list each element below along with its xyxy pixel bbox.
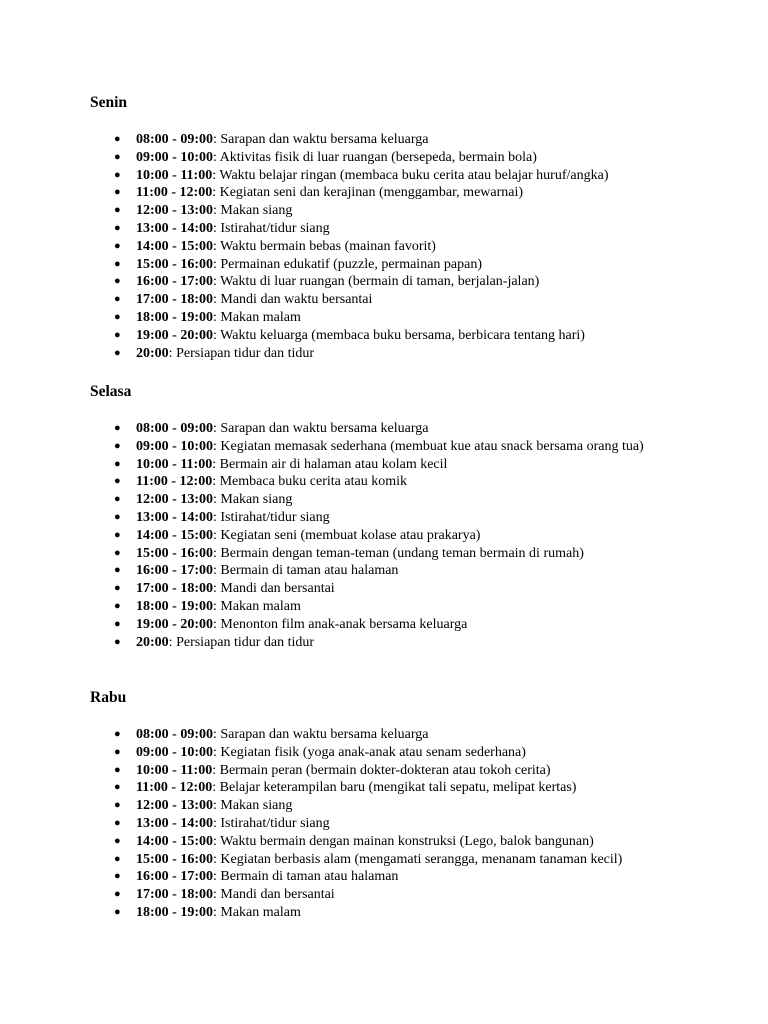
activity-text: Makan malam — [220, 598, 301, 614]
separator: : — [213, 727, 221, 742]
bullet-icon: ● — [114, 422, 121, 434]
activity-text: Kegiatan memasak sederhana (membuat kue atau snack bersama orang tua) — [220, 438, 644, 454]
bullet-icon: ● — [114, 528, 121, 541]
separator: : — [213, 815, 221, 831]
bullet-icon: ● — [114, 168, 121, 181]
separator: : — [213, 887, 221, 903]
bullet-icon: ● — [114, 133, 121, 145]
separator: : — [212, 474, 220, 490]
bullet-icon: ● — [114, 510, 121, 523]
time-range: 13:00 - 14:00 — [136, 509, 213, 525]
schedule-item — [90, 616, 690, 634]
bullet-icon: ● — [114, 204, 121, 217]
time-range: 10:00 - 11:00 — [136, 456, 213, 472]
schedule-list — [90, 131, 690, 362]
separator: : — [213, 563, 221, 579]
time-range: 12:00 - 13:00 — [136, 203, 213, 219]
time-range: 18:00 - 19:00 — [136, 598, 213, 614]
time-range: 20:00 — [136, 634, 169, 650]
separator: : — [213, 132, 221, 147]
separator: : — [213, 527, 221, 543]
activity-text: Kegiatan berbasis alam (mengamati serangga, menanam tanaman kecil) — [220, 851, 623, 867]
separator: : — [213, 256, 221, 272]
separator: : — [213, 616, 221, 632]
activity-text: Aktivitas fisik di luar ruangan (bersepeda, bermain bola) — [219, 149, 537, 165]
time-range: 13:00 - 14:00 — [136, 815, 213, 831]
bullet-icon: ● — [114, 599, 121, 612]
separator: : — [213, 798, 221, 814]
time-range: 14:00 - 15:00 — [136, 833, 213, 849]
separator: : — [168, 634, 177, 650]
activity-text: Bermain peran (bermain dokter-dokteran atau tokoh cerita) — [219, 762, 551, 778]
separator: : — [213, 274, 221, 290]
bullet-icon: ● — [114, 546, 121, 559]
activity-text: Mandi dan bersantai — [220, 887, 335, 903]
time-range: 20:00 — [136, 345, 169, 361]
activity-text: Makan malam — [220, 904, 301, 920]
schedule-item — [90, 238, 690, 256]
time-range: 17:00 - 18:00 — [136, 887, 213, 903]
time-range: 10:00 - 11:00 — [136, 167, 213, 183]
time-range: 17:00 - 18:00 — [136, 292, 213, 308]
time-range: 16:00 - 17:00 — [136, 563, 213, 579]
separator: : — [213, 904, 221, 920]
bullet-icon: ● — [114, 816, 121, 829]
separator: : — [213, 220, 221, 236]
separator: : — [213, 203, 221, 219]
time-range: 15:00 - 16:00 — [136, 545, 213, 561]
bullet-icon: ● — [114, 564, 121, 577]
separator: : — [213, 238, 221, 254]
activity-text: Makan siang — [220, 203, 293, 219]
separator: : — [213, 833, 221, 849]
activity-text: Bermain air di halaman atau kolam kecil — [219, 456, 448, 472]
time-range: 10:00 - 11:00 — [136, 762, 213, 778]
activity-text: Istirahat/tidur siang — [220, 815, 330, 831]
schedule-item — [90, 634, 690, 652]
separator: : — [212, 167, 220, 183]
bullet-icon: ● — [114, 439, 121, 452]
activity-text: Makan malam — [220, 309, 301, 325]
schedule-item — [90, 220, 690, 238]
day-heading: Selasa — [90, 383, 132, 400]
bullet-icon: ● — [114, 635, 121, 648]
schedule-item — [90, 438, 690, 456]
bullet-icon: ● — [114, 257, 121, 270]
activity-text: Waktu di luar ruangan (bermain di taman, berjalan-jalan) — [220, 274, 540, 290]
schedule-item — [90, 797, 690, 815]
day-section-selasa — [90, 383, 690, 650]
activity-text: Kegiatan seni (membuat kolase atau prakarya) — [220, 527, 481, 543]
schedule-item — [90, 744, 690, 762]
activity-text: Bermain di taman atau halaman — [220, 563, 399, 579]
activity-text: Kegiatan seni dan kerajinan (menggambar, mewarnai) — [219, 185, 524, 201]
activity-text: Waktu belajar ringan (membaca buku cerita atau belajar huruf/angka) — [219, 167, 609, 183]
schedule-item — [90, 131, 690, 149]
time-range: 09:00 - 10:00 — [136, 744, 213, 760]
schedule-item — [90, 273, 690, 291]
bullet-icon: ● — [114, 346, 121, 359]
time-range: 08:00 - 09:00 — [136, 132, 213, 147]
bullet-icon: ● — [114, 728, 121, 740]
separator: : — [213, 545, 221, 561]
activity-text: Kegiatan fisik (yoga anak-anak atau senam sederhana) — [220, 744, 526, 760]
schedule-item — [90, 545, 690, 563]
bullet-icon: ● — [114, 781, 121, 794]
separator: : — [213, 869, 221, 885]
time-range: 09:00 - 10:00 — [136, 438, 213, 454]
separator: : — [168, 345, 177, 361]
activity-text: Waktu bermain dengan mainan konstruksi (Lego, balok bangunan) — [220, 833, 594, 849]
time-range: 17:00 - 18:00 — [136, 581, 213, 597]
time-range: 12:00 - 13:00 — [136, 798, 213, 814]
schedule-item — [90, 527, 690, 545]
time-range: 11:00 - 12:00 — [136, 185, 213, 201]
separator: : — [213, 421, 221, 436]
time-range: 18:00 - 19:00 — [136, 904, 213, 920]
activity-text: Makan siang — [220, 798, 293, 814]
bullet-icon: ● — [114, 457, 121, 470]
bullet-icon: ● — [114, 617, 121, 630]
time-range: 13:00 - 14:00 — [136, 220, 213, 236]
activity-text: Istirahat/tidur siang — [220, 509, 330, 525]
schedule-item — [90, 291, 690, 309]
schedule-item — [90, 473, 690, 491]
bullet-icon: ● — [114, 888, 121, 901]
activity-text: Menonton film anak-anak bersama keluarga — [220, 616, 468, 632]
schedule-list — [90, 726, 690, 922]
activity-text: Waktu bermain bebas (mainan favorit) — [220, 238, 436, 254]
day-heading: Senin — [90, 94, 128, 111]
day-section-rabu — [90, 689, 690, 920]
activity-text: Istirahat/tidur siang — [220, 220, 330, 236]
time-range: 16:00 - 17:00 — [136, 869, 213, 885]
activity-text: Bermain dengan teman-teman (undang teman bermain di rumah) — [220, 545, 584, 561]
bullet-icon: ● — [114, 745, 121, 758]
day-section-senin — [90, 94, 690, 361]
separator: : — [213, 292, 221, 308]
separator: : — [213, 851, 221, 867]
activity-text: Persiapan tidur dan tidur — [176, 634, 315, 650]
schedule-item — [90, 886, 690, 904]
time-range: 08:00 - 09:00 — [136, 727, 213, 742]
bullet-icon: ● — [114, 328, 121, 341]
schedule-item — [90, 762, 690, 780]
activity-text: Membaca buku cerita atau komik — [219, 474, 407, 490]
activity-text: Makan siang — [220, 492, 293, 508]
bullet-icon: ● — [114, 310, 121, 323]
time-range: 19:00 - 20:00 — [136, 616, 213, 632]
schedule-item — [90, 509, 690, 527]
schedule-item — [90, 309, 690, 327]
separator: : — [213, 581, 221, 597]
bullet-icon: ● — [114, 239, 121, 252]
activity-text: Mandi dan waktu bersantai — [220, 292, 373, 308]
separator: : — [213, 598, 221, 614]
activity-text: Permainan edukatif (puzzle, permainan papan) — [220, 256, 482, 272]
time-range: 12:00 - 13:00 — [136, 492, 213, 508]
schedule-item — [90, 420, 690, 438]
bullet-icon: ● — [114, 475, 121, 488]
separator: : — [213, 744, 221, 760]
bullet-icon: ● — [114, 493, 121, 506]
separator: : — [213, 327, 221, 343]
schedule-item — [90, 904, 690, 922]
bullet-icon: ● — [114, 221, 121, 234]
activity-text: Bermain di taman atau halaman — [220, 869, 399, 885]
separator: : — [213, 149, 220, 165]
bullet-icon: ● — [114, 870, 121, 883]
time-range: 18:00 - 19:00 — [136, 309, 213, 325]
schedule-item — [90, 598, 690, 616]
time-range: 19:00 - 20:00 — [136, 327, 213, 343]
time-range: 11:00 - 12:00 — [136, 474, 213, 490]
schedule-item — [90, 580, 690, 598]
schedule-item — [90, 202, 690, 220]
bullet-icon: ● — [114, 799, 121, 812]
schedule-item — [90, 815, 690, 833]
separator: : — [213, 438, 221, 454]
bullet-icon: ● — [114, 275, 121, 288]
time-range: 14:00 - 15:00 — [136, 238, 213, 254]
schedule-item — [90, 456, 690, 474]
time-range: 09:00 - 10:00 — [136, 149, 213, 165]
schedule-item — [90, 726, 690, 744]
day-heading: Rabu — [90, 689, 127, 706]
schedule-item — [90, 327, 690, 345]
time-range: 08:00 - 09:00 — [136, 421, 213, 436]
activity-text: Sarapan dan waktu bersama keluarga — [220, 132, 429, 147]
schedule-item — [90, 779, 690, 797]
time-range: 15:00 - 16:00 — [136, 851, 213, 867]
bullet-icon: ● — [114, 186, 121, 199]
schedule-item — [90, 833, 690, 851]
activity-text: Mandi dan bersantai — [220, 581, 335, 597]
time-range: 15:00 - 16:00 — [136, 256, 213, 272]
separator: : — [212, 780, 220, 796]
time-range: 14:00 - 15:00 — [136, 527, 213, 543]
schedule-item — [90, 345, 690, 363]
time-range: 16:00 - 17:00 — [136, 274, 213, 290]
schedule-item — [90, 562, 690, 580]
separator: : — [213, 309, 221, 325]
activity-text: Waktu keluarga (membaca buku bersama, berbicara tentang hari) — [220, 327, 585, 343]
schedule-item — [90, 149, 690, 167]
activity-text: Persiapan tidur dan tidur — [176, 345, 315, 361]
separator: : — [213, 509, 221, 525]
activity-text: Sarapan dan waktu bersama keluarga — [220, 421, 429, 436]
activity-text: Sarapan dan waktu bersama keluarga — [220, 727, 429, 742]
bullet-icon: ● — [114, 905, 121, 918]
schedule-item — [90, 256, 690, 274]
schedule-list — [90, 420, 690, 651]
separator: : — [212, 456, 220, 472]
bullet-icon: ● — [114, 293, 121, 306]
schedule-item — [90, 851, 690, 869]
activity-text: Belajar keterampilan baru (mengikat tali sepatu, melipat kertas) — [219, 780, 577, 796]
schedule-item — [90, 491, 690, 509]
separator: : — [213, 492, 221, 508]
separator: : — [212, 762, 220, 778]
bullet-icon: ● — [114, 852, 121, 865]
schedule-item — [90, 167, 690, 185]
bullet-icon: ● — [114, 582, 121, 595]
bullet-icon: ● — [114, 834, 121, 847]
schedule-item — [90, 868, 690, 886]
bullet-icon: ● — [114, 150, 121, 163]
time-range: 11:00 - 12:00 — [136, 780, 213, 796]
separator: : — [212, 185, 220, 201]
schedule-item — [90, 184, 690, 202]
bullet-icon: ● — [114, 763, 121, 776]
